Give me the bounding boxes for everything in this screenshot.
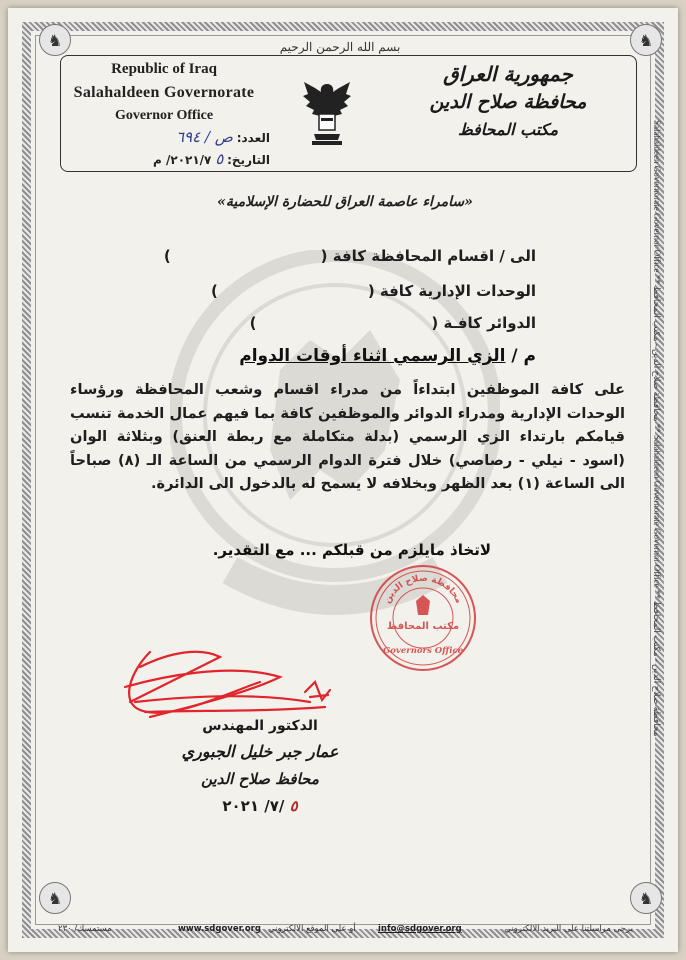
signatory-name: عمار جبر خليل الجبوري: [181, 742, 339, 761]
letter-body: على كافة الموظفين ابتداءاً من مدراء اقسام وشعب المحافظة ورؤساء الوحدات الإدارية ومدراء الدوائر والموظفين كافة بما فيهم عمال الخدمة تنسب قيامكم بارتداء الزي الرسمي (بدلة متكاملة مع ربطة العنق) وبثلاثة الوان (اسود - نيلي - رصاصي) خلال فترة الدوام الرسمي من الساعة الـ (٨) صباحاً الى الساعة (١) بعد الظهر وبخلافه لا يسمح له بالدخول الى الدائرة.: [70, 381, 625, 493]
ar-office: مكتب المحافظ: [457, 120, 559, 139]
governor-office-stamp: [368, 563, 478, 673]
date-label: التاريخ:: [227, 153, 270, 167]
addressee-text: الوحدات الإدارية كافة (: [367, 282, 536, 300]
addressee-close: ): [249, 314, 257, 332]
stamp-bottom-text: Governors Office: [382, 646, 464, 656]
number-label: العدد:: [236, 131, 270, 145]
stamp-mid-text: مكتب المحافظ: [386, 621, 460, 632]
corner-emblem-icon: ♞: [630, 882, 662, 914]
letterhead-arabic: [408, 60, 608, 144]
signature-date: [150, 797, 370, 815]
corner-emblem-icon: ♞: [630, 24, 662, 56]
footer-code: مستمسك/ ٢٣٠: [58, 924, 112, 934]
corner-emblem-icon: ♞: [39, 24, 71, 56]
ar-republic: جمهورية العراق: [443, 62, 573, 86]
stamp-top-text: محافظة صلاح الدين: [382, 573, 464, 606]
date-day: ٥: [215, 150, 224, 168]
signatory-title: الدكتور المهندس: [202, 718, 318, 734]
signature-date-rest: /٧/ ٢٠٢١: [222, 797, 285, 815]
footer-note: [504, 924, 633, 934]
addressee-text: الى / اقسام المحافظة كافة (: [320, 247, 536, 265]
signatory-role: محافظ صلاح الدين: [201, 770, 319, 788]
border-side-text: Salahaldeen Governorate Governor Office ** محافظة صلاح الدين - مكتب المحافظ ** Salahaldeen Governorate Governor Office ** محافظة صلاح الدين - مكتب المحافظ: [652, 120, 662, 737]
footer-or-site: أو على الموقع الالكتروني: [268, 924, 356, 934]
footer-site-link[interactable]: www.sdgover.org: [178, 924, 261, 934]
closing-line: لاتخاذ مايلزم من قبلكم ... مع التقدير.: [212, 541, 491, 559]
footer-email-link[interactable]: info@sdgover.org: [378, 924, 462, 934]
en-office: Governor Office: [114, 108, 214, 123]
addressee-departments: [164, 247, 536, 265]
footer-note-text: يرجى مراسلتنا على البريد الالكتروني: [504, 924, 633, 934]
motto: «سامراء عاصمة العراق للحضارة الإسلامية»: [217, 194, 473, 210]
ar-governorate: محافظة صلاح الدين: [429, 91, 587, 113]
addressee-units: [211, 282, 536, 300]
subject-line: [239, 346, 536, 366]
addressee-offices: [250, 314, 536, 332]
reference-number: [95, 128, 270, 146]
addressee-text: الدوائر كافـة (: [431, 314, 536, 332]
reference-date: [95, 150, 270, 168]
en-republic: Republic of Iraq: [111, 61, 217, 77]
en-governorate: Salahaldeen Governorate: [73, 84, 255, 101]
basmala: بسم الله الرحمن الرحيم: [279, 40, 401, 54]
addressee-close: ): [163, 247, 171, 265]
subject-prefix: م /: [511, 346, 536, 366]
signature-date-day: ٥: [289, 797, 298, 815]
addressee-close: ): [210, 282, 218, 300]
subject-text: الزي الرسمي اثناء أوقات الدوام: [239, 346, 506, 366]
corner-emblem-icon: ♞: [39, 882, 71, 914]
date-value: ٢٠٢١/٧/ م: [153, 153, 212, 167]
letterhead-english: [58, 58, 270, 127]
number-value: ص / ٦٩٤: [175, 128, 233, 146]
iraq-eagle-emblem-icon: [300, 78, 354, 148]
